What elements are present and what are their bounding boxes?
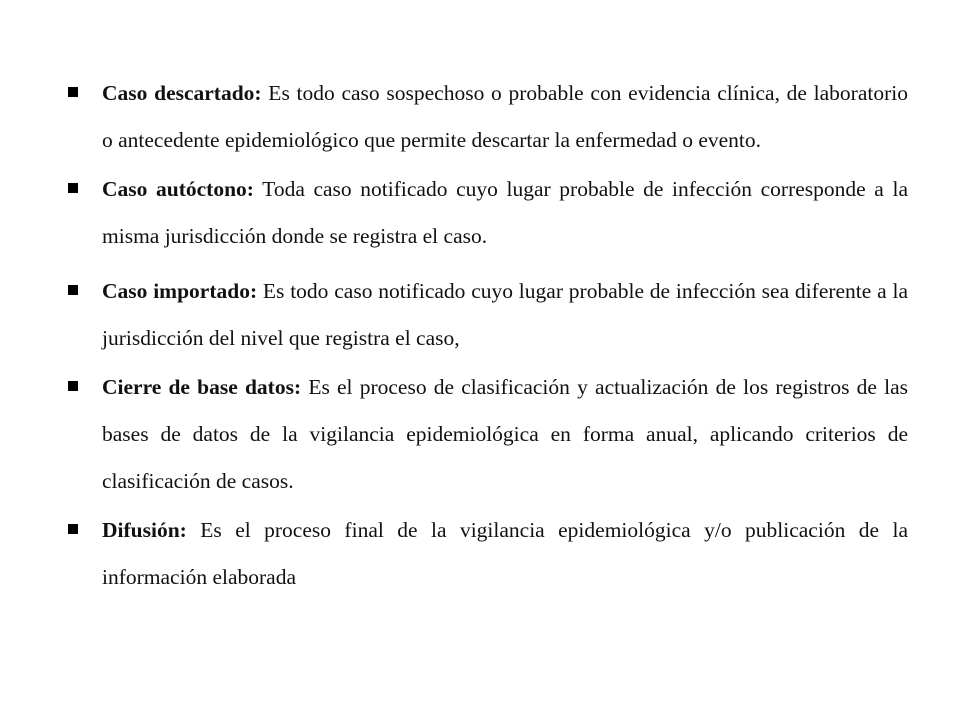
definition-term: Caso autóctono: — [102, 177, 254, 201]
square-bullet-icon — [68, 524, 78, 534]
definition-term: Caso importado: — [102, 279, 258, 303]
definition-item — [66, 364, 908, 505]
definition-term: Caso descartado: — [102, 81, 262, 105]
square-bullet-icon — [68, 381, 78, 391]
definition-item — [66, 166, 908, 260]
definition-text: Toda caso notificado cuyo lugar probable de infección corresponde a la misma jurisdicción donde se registra el caso. — [102, 177, 908, 248]
definition-text: Es el proceso final de la vigilancia epidemiológica y/o publicación de la información elaborada — [102, 518, 908, 589]
definition-text: Es todo caso sospechoso o probable con evidencia clínica, de laboratorio o antecedente epidemiológico que permite descartar la enfermedad o evento. — [102, 81, 908, 152]
square-bullet-icon — [68, 87, 78, 97]
definition-item — [66, 70, 908, 164]
definition-text: Es el proceso de clasificación y actualización de los registros de las bases de datos de la vigilancia epidemiológica en forma anual, aplicando criterios de clasificación de casos. — [102, 375, 908, 493]
square-bullet-icon — [68, 285, 78, 295]
definition-list — [66, 70, 908, 601]
definition-item — [66, 268, 908, 362]
definition-term: Difusión: — [102, 518, 187, 542]
definition-text: Es todo caso notificado cuyo lugar probable de infección sea diferente a la jurisdicción del nivel que registra el caso, — [102, 279, 908, 350]
definition-item — [66, 507, 908, 601]
square-bullet-icon — [68, 183, 78, 193]
definition-term: Cierre de base datos: — [102, 375, 302, 399]
